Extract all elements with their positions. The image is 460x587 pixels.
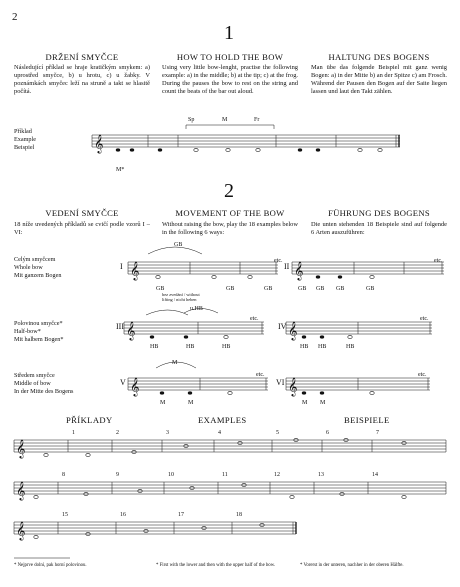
- section-1-number: 1: [224, 22, 234, 44]
- bow-mark-fr: Fr: [254, 117, 260, 123]
- staff-pattern-i: [128, 247, 278, 274]
- etc-mark: etc.: [250, 316, 259, 322]
- m-mark: M: [320, 400, 326, 406]
- gb-mark: GB: [156, 286, 165, 292]
- middle-bow-en: Middle of bow: [14, 380, 51, 387]
- example-number: 13: [318, 472, 324, 478]
- section-2-text-cs: 18 níže uvedených příkladů se cvičí podle vzorů I –VI:: [14, 221, 150, 237]
- examples-heading-de: BEISPIELE: [344, 415, 390, 425]
- clef-glyphs: [16, 135, 303, 541]
- gb-mark: GB: [298, 286, 307, 292]
- staff-pattern-iv: [286, 322, 432, 334]
- staff-examples-row-2: [14, 482, 446, 494]
- treble-clef-icon: 𝄞: [130, 379, 140, 396]
- gb-slur-label: GB: [174, 242, 183, 248]
- staff-examples-row-1: [14, 440, 446, 452]
- example-number: 17: [178, 512, 184, 518]
- half-bow-cs: Polovinou smyčce*: [14, 320, 63, 327]
- pattern-numeral-vi: VI: [276, 378, 285, 387]
- gb-mark: GB: [226, 286, 235, 292]
- half-bow-de: Mit halbem Bogen*: [14, 336, 64, 343]
- section-1-text-cs: Následující příklad se hraje kratičkým smykem: a) uprostřed smyčce, b) u hrotu, c) u žabky. V poznámkách smyčec leží na struně a takt se hlasitě počítá.: [14, 64, 150, 96]
- examples-heading-cs: PŘÍKLADY: [66, 415, 113, 425]
- example-number: 2: [116, 430, 119, 436]
- section-2-heading-de: FÜHRUNG DES BOGENS: [328, 208, 430, 218]
- example-number: 16: [120, 512, 126, 518]
- gb-mark: GB: [264, 286, 273, 292]
- etc-mark: etc.: [418, 372, 427, 378]
- treble-clef-icon: 𝄞: [288, 379, 298, 396]
- treble-clef-icon: 𝄞: [16, 483, 26, 500]
- gb-mark: GB: [366, 286, 375, 292]
- hb-mark: HB: [186, 344, 195, 350]
- m-slur-label: M: [172, 360, 178, 366]
- etc-mark: etc.: [434, 258, 443, 264]
- etc-mark: etc.: [420, 316, 429, 322]
- treble-clef-icon: 𝄞: [126, 323, 136, 340]
- page-number: 2: [12, 11, 18, 23]
- treble-clef-icon: 𝄞: [94, 136, 104, 153]
- section-2-text-en: Without raising the bow, play the 18 examples below in the following 6 ways:: [162, 221, 298, 237]
- example-number: 12: [274, 472, 280, 478]
- whole-bow-de: Mit ganzem Bogen: [14, 272, 62, 279]
- footnote-de: * Vorerst in der unteren, nachher in der oberen Hälfte.: [300, 563, 404, 568]
- treble-clef-icon: 𝄞: [294, 263, 304, 280]
- section-1-text-de: Man übe das folgende Beispiel mit ganz wenig Bogen: a) in der Mitte b) an der Spitze c) am Frosch. Während der Pausen den Bogen auf der Saite liegen lassen und laut den Takt zählen.: [311, 64, 447, 96]
- staff-example-1: [92, 125, 400, 147]
- section-2-heading-cs: VEDENÍ SMYČCE: [45, 208, 119, 218]
- section-2-number: 2: [224, 180, 234, 202]
- whole-bow-en: Whole bow: [14, 264, 43, 271]
- etc-mark: etc.: [274, 258, 283, 264]
- example-number: 8: [62, 472, 65, 478]
- treble-clef-icon: 𝄞: [16, 523, 26, 540]
- m-mark: M: [302, 400, 308, 406]
- m-star-mark: M*: [116, 167, 125, 173]
- treble-clef-icon: 𝄞: [288, 323, 298, 340]
- example-number: 15: [62, 512, 68, 518]
- pattern-numeral-iv: IV: [278, 322, 287, 331]
- no-lift-note: bez zvedání / without lifting / nicht heben: [162, 292, 200, 302]
- hb-mark: HB: [346, 344, 355, 350]
- middle-bow-cs: Středem smyčce: [14, 372, 55, 379]
- example-number: 7: [376, 430, 379, 436]
- bow-mark-sp: Sp: [188, 117, 195, 123]
- half-bow-en: Half-bow*: [14, 328, 41, 335]
- staff-pattern-iii: [124, 309, 264, 335]
- m-mark: M: [188, 400, 194, 406]
- section-2-text-de: Die unten stehenden 18 Beispiele sind auf folgende 6 Arten auszuführen:: [311, 221, 447, 237]
- section-1-heading-cs: DRŽENÍ SMYČCE: [45, 52, 119, 62]
- example-label-cs: Příklad: [14, 128, 32, 135]
- uhb-slur-label: u.HB: [190, 306, 203, 312]
- gb-mark: GB: [316, 286, 325, 292]
- staff-examples-row-3: [14, 522, 296, 534]
- staff-pattern-ii: [292, 262, 444, 274]
- example-number: 4: [218, 430, 221, 436]
- staff-pattern-vi: [286, 378, 430, 390]
- pattern-numeral-i: I: [120, 262, 123, 271]
- treble-clef-icon: 𝄞: [130, 263, 140, 280]
- etc-mark: etc.: [256, 372, 265, 378]
- section-1-heading-de: HALTUNG DES BOGENS: [328, 52, 430, 62]
- bow-mark-m: M: [222, 117, 228, 123]
- whole-bow-cs: Celým smyčcem: [14, 256, 56, 263]
- hb-mark: HB: [150, 344, 159, 350]
- hb-mark: HB: [222, 344, 231, 350]
- section-2-heading-en: MOVEMENT OF THE BOW: [175, 208, 285, 218]
- pattern-numeral-v: V: [120, 378, 126, 387]
- example-number: 5: [276, 430, 279, 436]
- example-number: 14: [372, 472, 378, 478]
- treble-clef-icon: 𝄞: [16, 441, 26, 458]
- examples-heading-en: EXAMPLES: [198, 415, 247, 425]
- example-number: 11: [222, 472, 228, 478]
- hb-mark: HB: [318, 344, 327, 350]
- example-number: 3: [166, 430, 169, 436]
- example-number: 18: [236, 512, 242, 518]
- gb-mark: GB: [336, 286, 345, 292]
- m-mark: M: [160, 400, 166, 406]
- section-1-text-en: Using very little bow-lenght, practise the following example: a) in the middle; b) at the tip; c) at the frog. During the pauses the bow to rest on the string and count the beats of the bar out aloud.: [162, 64, 298, 96]
- pattern-numeral-ii: II: [284, 262, 290, 271]
- example-label-de: Beispiel: [14, 144, 35, 151]
- staff-pattern-v: [128, 362, 268, 390]
- footnote-cs: * Nejprve dolní, pak horní polovinou.: [14, 563, 87, 568]
- example-number: 6: [326, 430, 329, 436]
- middle-bow-de: In der Mitte des Bogens: [14, 388, 74, 395]
- note-heads: [34, 148, 406, 538]
- example-number: 10: [168, 472, 174, 478]
- example-number: 9: [116, 472, 119, 478]
- example-label-en: Example: [14, 136, 36, 143]
- footnote-en: * First with the lower and then with the upper half of the bow.: [156, 563, 276, 568]
- example-number: 1: [72, 430, 75, 436]
- section-1-heading-en: HOW TO HOLD THE BOW: [176, 52, 284, 62]
- pattern-numeral-iii: III: [116, 322, 124, 331]
- hb-mark: HB: [300, 344, 309, 350]
